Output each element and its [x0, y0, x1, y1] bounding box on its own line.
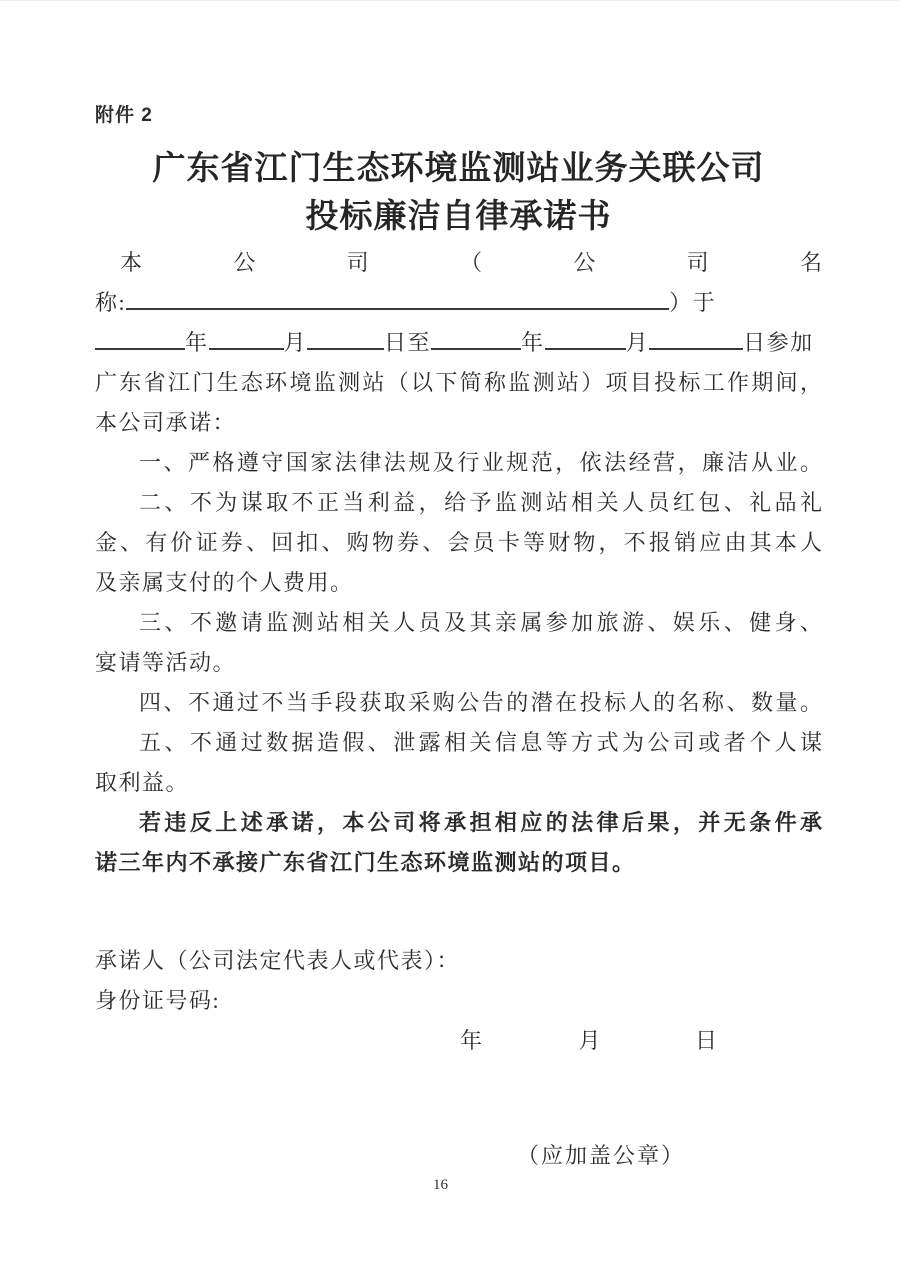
signature-year-label: 年: [460, 1028, 484, 1053]
start-day-to-label: 日至: [384, 330, 432, 355]
clause2-line1: 二、不为谋取不正当利益，给予监测站相关人员红包、礼品礼: [139, 490, 822, 515]
clause4-line1: 四、不通过不当手段获取采购公告的潜在投标人的名称、数量。: [139, 690, 822, 715]
blank-end-year: [431, 323, 521, 350]
spread-char: （: [459, 250, 482, 275]
clause1-line1: 一、严格遵守国家法律法规及行业规范，依法经营，廉洁从业。: [139, 450, 822, 475]
blank-end-month: [545, 323, 626, 350]
spread-char: 公: [573, 250, 596, 275]
warning-line1: 若违反上述承诺，本公司将承担相应的法律后果，并无条件承: [139, 810, 822, 835]
spread-char: 名: [799, 250, 822, 275]
start-month-label: 月: [283, 330, 308, 355]
date-range-line: [95, 323, 822, 363]
spread-char: 司: [346, 250, 369, 275]
opening-period-line: 广东省江门生态环境监测站（以下简称监测站）项目投标工作期间，: [95, 370, 822, 395]
signature-block: [95, 941, 822, 1061]
document-title-line-1: 广东省江门生态环境监测站业务关联公司: [152, 151, 765, 187]
clause5-line1: 五、不通过数据造假、泄露相关信息等方式为公司或者个人谋: [139, 730, 822, 755]
signature-day-label: 日: [695, 1028, 719, 1053]
company-name-line: [95, 283, 822, 323]
clause2-line2: 金、有价证券、回扣、购物券、会员卡等财物，不报销应由其本人: [95, 530, 822, 555]
signature-date-line: [95, 1021, 822, 1061]
spread-char: 司: [686, 250, 709, 275]
blank-start-month: [209, 323, 284, 350]
page-content: [0, 1, 900, 1195]
warning-line2: 诺三年内不承接广东省江门生态环境监测站的项目。: [95, 850, 636, 875]
attachment-label: 附件 2: [95, 105, 153, 126]
company-name-label: 称:: [95, 290, 127, 315]
blank-company-name: [126, 283, 669, 310]
company-name-suffix: ）于: [669, 290, 717, 315]
spread-char: 本: [120, 250, 143, 275]
promiser-label: 承诺人（公司法定代表人或代表）：: [95, 948, 461, 973]
opening-promise-line: 本公司承诺：: [95, 410, 237, 435]
end-month-label: 月: [625, 330, 650, 355]
spread-char: 公: [233, 250, 256, 275]
blank-start-year: [95, 323, 185, 350]
document-body: [95, 243, 822, 883]
document-title: [95, 145, 822, 241]
document-title-line-2: 投标廉洁自律承诺书: [305, 199, 612, 235]
end-year-label: 年: [521, 330, 545, 355]
clause2-line3: 及亲属支付的个人费用。: [95, 570, 354, 595]
page-number: 16: [433, 1177, 448, 1193]
start-year-label: 年: [185, 330, 209, 355]
clause3-line2: 宴请等活动。: [95, 650, 237, 675]
blank-start-day: [307, 323, 384, 350]
id-number-label: 身份证号码:: [95, 988, 221, 1013]
blank-end-day: [649, 323, 743, 350]
signature-month-label: 月: [578, 1028, 603, 1053]
opening-spread-line: [95, 243, 822, 283]
clause3-line1: 三、不邀请监测站相关人员及其亲属参加旅游、娱乐、健身、: [139, 610, 822, 635]
seal-note: （应加盖公章）: [517, 1143, 686, 1168]
clause5-line2: 取利益。: [95, 770, 190, 795]
end-day-participate-label: 日参加: [743, 330, 814, 355]
